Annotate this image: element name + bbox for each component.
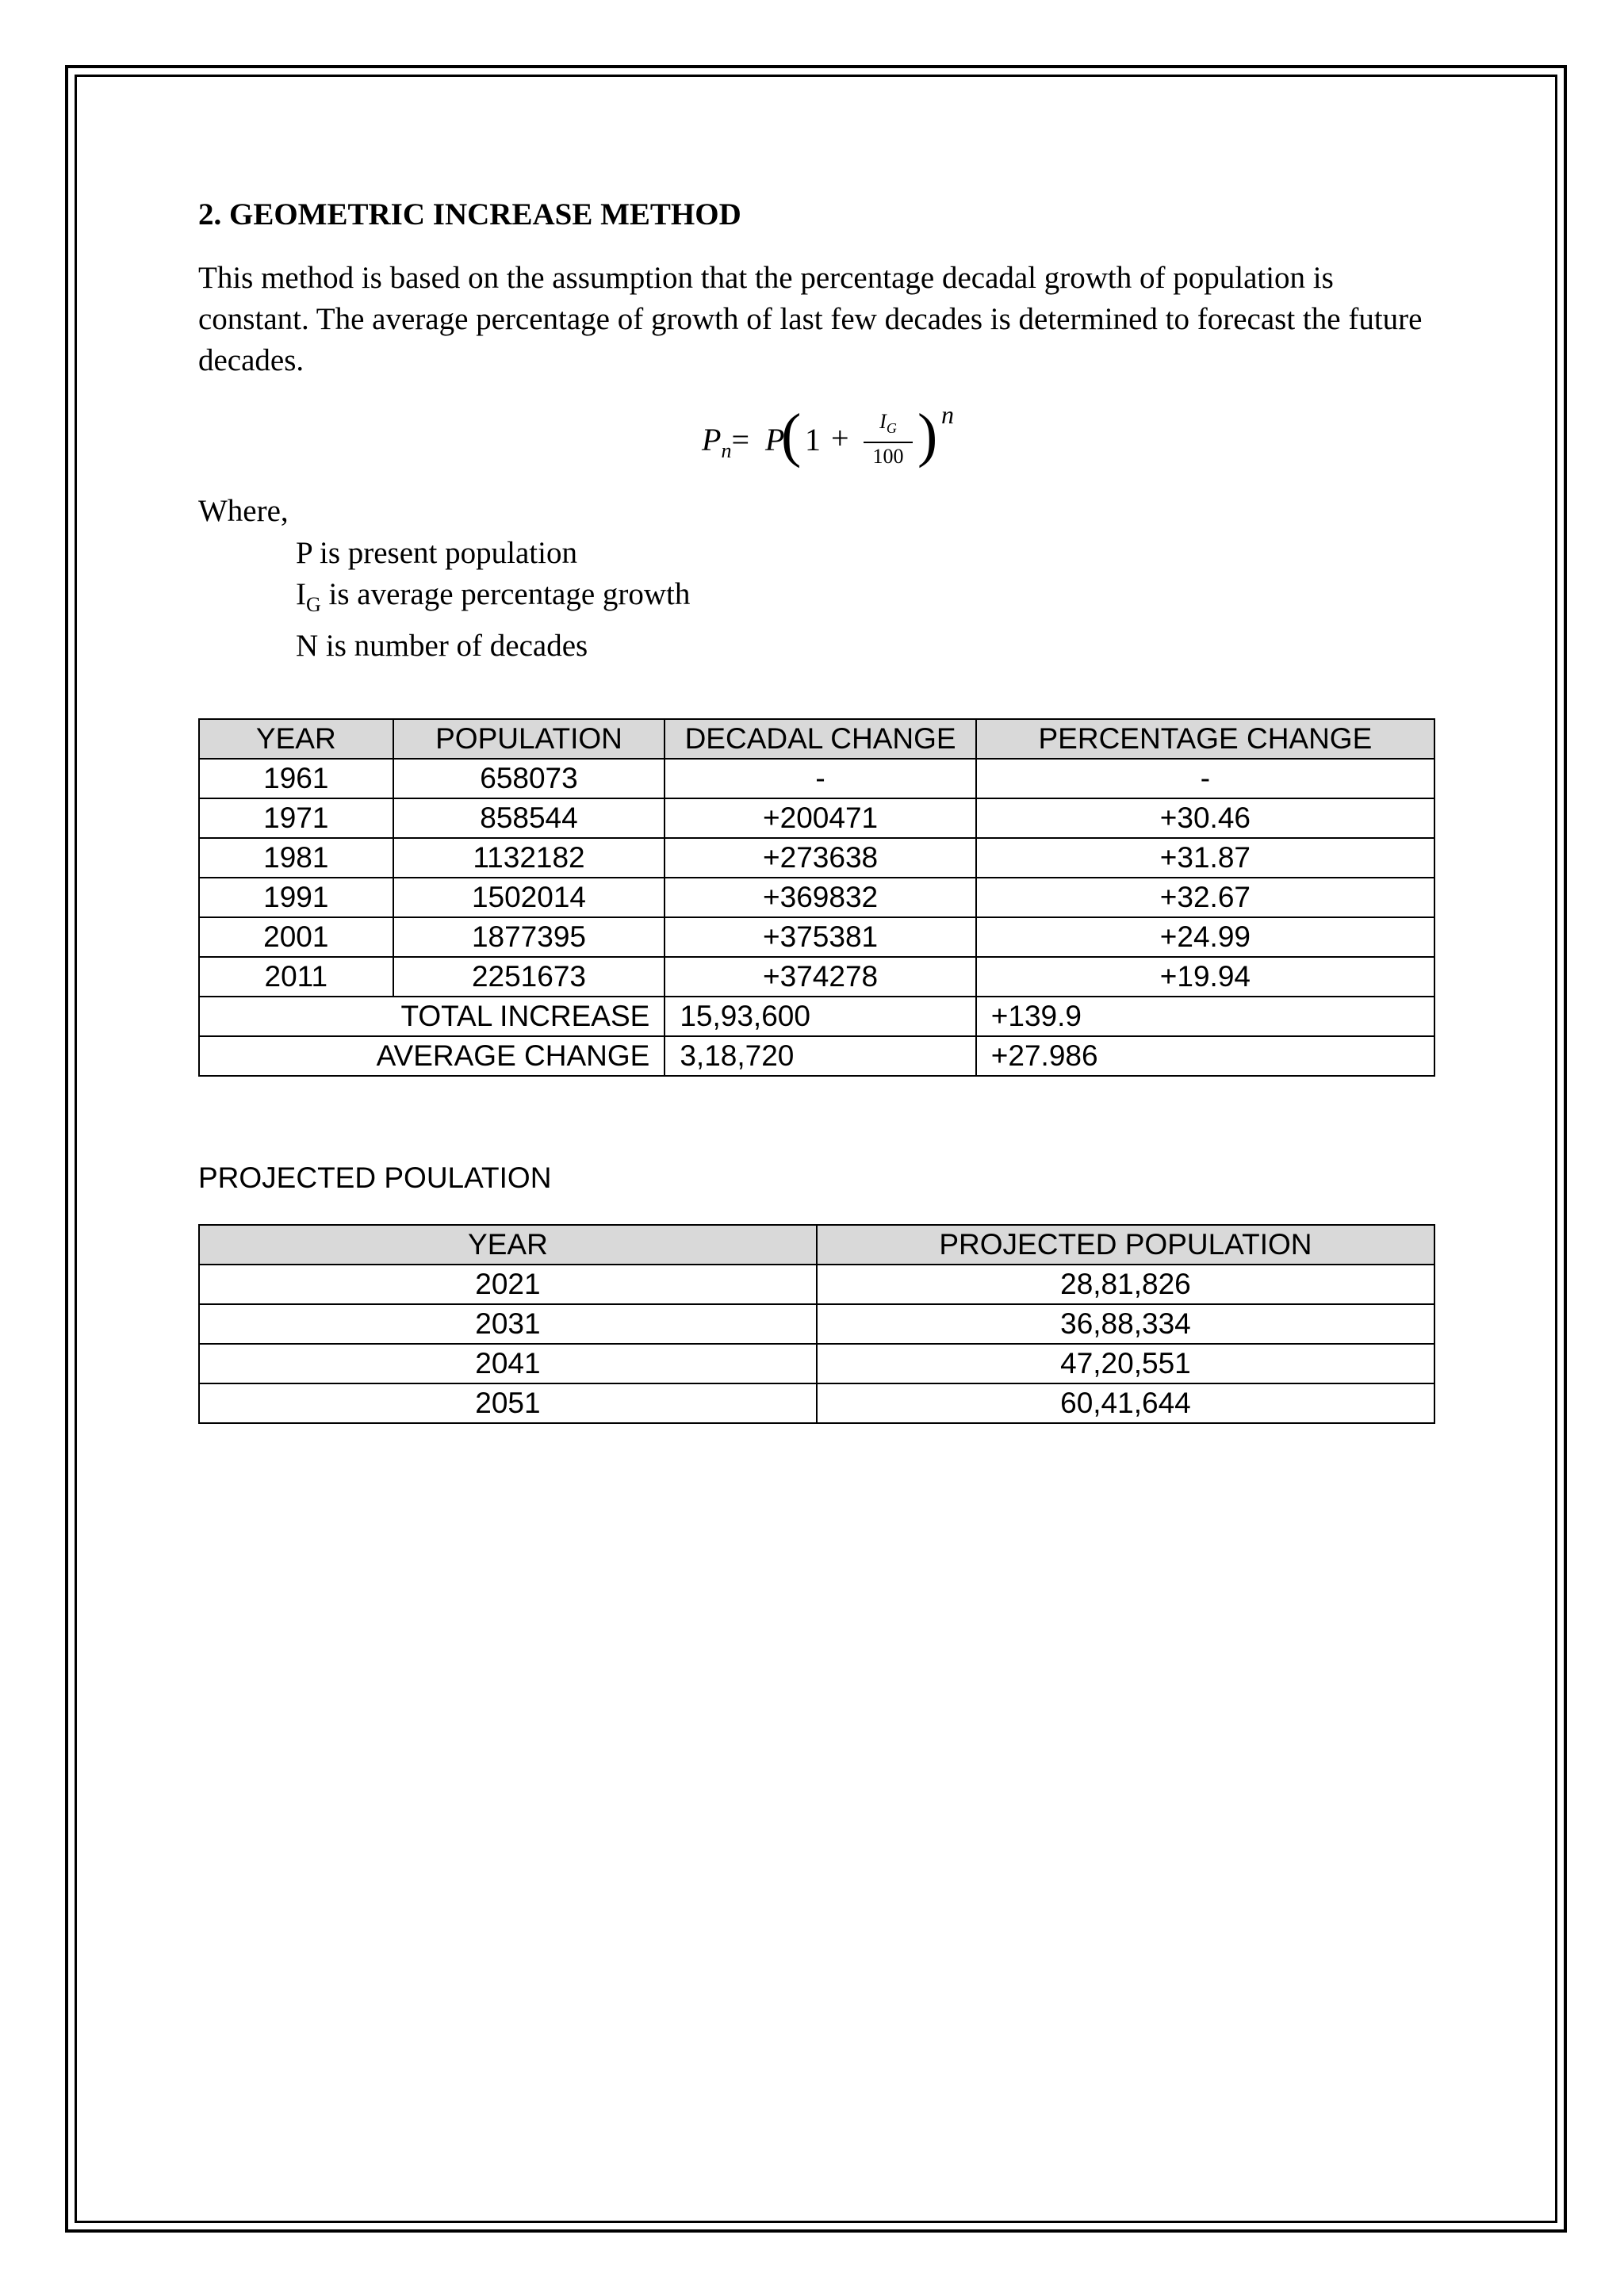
table-header-row — [199, 1225, 1434, 1265]
method-description: This method is based on the assumption that the percentage decadal growth of population is constant. The average percentage of growth of last few decades is determined to forecast the future decades. — [198, 261, 1423, 377]
formula-one: 1 — [805, 422, 821, 457]
cell-population: 1877395 — [393, 917, 665, 957]
cell-decadal-change: +369832 — [665, 878, 975, 917]
definition-p: P is present population — [296, 536, 577, 570]
cell-population: 858544 — [393, 798, 665, 838]
cell-year: 2001 — [199, 917, 393, 957]
formula-exponent: n — [941, 400, 954, 429]
header-projected-population: PROJECTED POPULATION — [817, 1225, 1434, 1265]
cell-projected-population: 60,41,644 — [817, 1383, 1434, 1423]
where-label: Where, — [198, 494, 289, 528]
definition-ig: $I_G$ is average percentage growth — [296, 577, 691, 616]
cell-year: 1971 — [199, 798, 393, 838]
total-percentage-change: +139.9 — [976, 997, 1434, 1036]
cell-decadal-change: +200471 — [665, 798, 975, 838]
cell-percentage-change: - — [976, 759, 1434, 798]
formula-p: P — [765, 422, 785, 457]
formula-numerator: $I_G$ — [879, 410, 897, 437]
table-row — [199, 1265, 1434, 1304]
section-heading: 2. GEOMETRIC INCREASE METHOD — [198, 197, 741, 232]
cell-decadal-change: +273638 — [665, 838, 975, 878]
cell-projected-population: 36,88,334 — [817, 1304, 1434, 1344]
cell-year: 2021 — [199, 1265, 817, 1304]
growth-table — [198, 718, 1435, 1077]
cell-year: 2051 — [199, 1383, 817, 1423]
cell-year: 1981 — [199, 838, 393, 878]
cell-decadal-change: - — [665, 759, 975, 798]
cell-percentage-change: +31.87 — [976, 838, 1434, 878]
cell-population: 2251673 — [393, 957, 665, 997]
table-row — [199, 759, 1434, 798]
formula-plus: + — [831, 420, 849, 456]
average-change-label: AVERAGE CHANGE — [199, 1036, 665, 1076]
formula-fraction — [860, 410, 916, 469]
cell-year: 2041 — [199, 1344, 817, 1383]
formula-open-paren: ( — [781, 402, 802, 469]
cell-decadal-change: +374278 — [665, 957, 975, 997]
table-header-row — [199, 719, 1434, 759]
cell-year: 2011 — [199, 957, 393, 997]
header-percentage-change: PERCENTAGE CHANGE — [976, 719, 1434, 759]
cell-percentage-change: +19.94 — [976, 957, 1434, 997]
page-border-inner — [75, 75, 1557, 2223]
cell-year: 1961 — [199, 759, 393, 798]
header-year: YEAR — [199, 719, 393, 759]
cell-percentage-change: +32.67 — [976, 878, 1434, 917]
table-row — [199, 917, 1434, 957]
projected-population-table — [198, 1224, 1435, 1424]
average-change-row — [199, 1036, 1434, 1076]
geometric-formula — [702, 400, 1035, 488]
cell-percentage-change: +24.99 — [976, 917, 1434, 957]
header-decadal-change: DECADAL CHANGE — [665, 719, 975, 759]
table-row — [199, 1383, 1434, 1423]
cell-projected-population: 28,81,826 — [817, 1265, 1434, 1304]
table-row — [199, 798, 1434, 838]
projected-population-title: PROJECTED POULATION — [198, 1161, 552, 1194]
total-increase-label: TOTAL INCREASE — [199, 997, 665, 1036]
average-percentage-change: +27.986 — [976, 1036, 1434, 1076]
table-row — [199, 878, 1434, 917]
table-row — [199, 838, 1434, 878]
table-row — [199, 957, 1434, 997]
cell-population: 658073 — [393, 759, 665, 798]
cell-decadal-change: +375381 — [665, 917, 975, 957]
cell-projected-population: 47,20,551 — [817, 1344, 1434, 1383]
cell-year: 2031 — [199, 1304, 817, 1344]
formula-close-paren: ) — [917, 402, 938, 469]
total-increase-row — [199, 997, 1434, 1036]
definition-n: N is number of decades — [296, 628, 588, 663]
cell-population: 1502014 — [393, 878, 665, 917]
total-decadal-change: 15,93,600 — [665, 997, 975, 1036]
formula-denominator: 100 — [872, 445, 904, 469]
definitions-list — [296, 533, 690, 667]
table-row — [199, 1304, 1434, 1344]
table-row — [199, 1344, 1434, 1383]
header-year: YEAR — [199, 1225, 817, 1265]
fraction-bar — [864, 442, 913, 443]
cell-population: 1132182 — [393, 838, 665, 878]
cell-percentage-change: +30.46 — [976, 798, 1434, 838]
average-decadal-change: 3,18,720 — [665, 1036, 975, 1076]
cell-year: 1991 — [199, 878, 393, 917]
header-population: POPULATION — [393, 719, 665, 759]
formula-lhs: $P_n=$ — [702, 422, 749, 462]
